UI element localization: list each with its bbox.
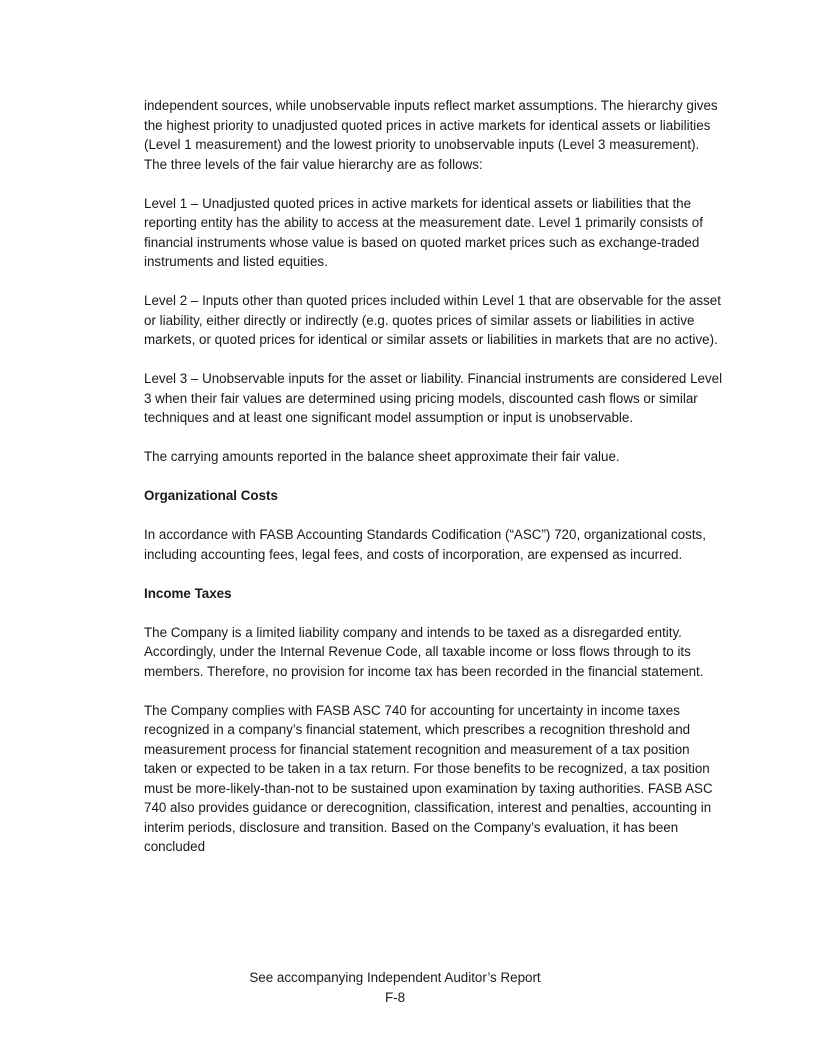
level-3-paragraph: Level 3 – Unobservable inputs for the asset or liability. Financial instruments are considered Level 3 when their fair values are determined using pricing models, discounted cash flows or similar techniques and at least one significant model assumption or input is unobservable. [144, 371, 723, 425]
document-body [144, 96, 724, 876]
income-taxes-heading: Income Taxes [144, 585, 232, 601]
page-number: F-8 [384, 989, 406, 1005]
footer-note: See accompanying Independent Auditor’s Report [249, 970, 541, 985]
income-taxes-paragraph-1: The Company is a limited liability company and intends to be taxed as a disregarded entity. Accordingly, under the Internal Revenue Code, all taxable income or loss flows through to its members. Therefore, no provision for income tax has been recorded in the financial statement. [144, 624, 704, 679]
organizational-costs-paragraph: In accordance with FASB Accounting Standards Codification (“ASC”) 720, organizational costs, including accounting fees, legal fees, and costs of incorporation, are expensed as incurred. [144, 527, 706, 562]
page-footer [0, 968, 790, 1007]
carrying-amounts-paragraph: The carrying amounts reported in the balance sheet approximate their fair value. [144, 449, 620, 464]
income-taxes-paragraph-2: The Company complies with FASB ASC 740 for accounting for uncertainty in income taxes recognized in a company’s financial statement, which prescribes a recognition threshold and measurement process for financial statement recognition and measurement of a tax position taken or expected to be taken in a tax return. For those benefits to be recognized, a tax position must be more-likely-than-not to be sustained upon examination by taxing authorities. FASB ASC 740 also provides guidance or derecognition, classification, interest and penalties, accounting in interim periods, disclosure and transition. Based on the Company’s evaluation, it has been concluded [144, 702, 713, 854]
level-1-paragraph: Level 1 – Unadjusted quoted prices in active markets for identical assets or liabilities that the reporting entity has the ability to access at the measurement date. Level 1 primarily consists of financial instruments whose value is based on quoted market prices such as exchange-traded instruments and listed equities. [144, 195, 703, 269]
fair-value-hierarchy-paragraph: independent sources, while unobservable inputs reflect market assumptions. The hierarchy gives the highest priority to unadjusted quoted prices in active markets for identical assets or liabilities (Level 1 measurement) and the lowest priority to unobservable inputs (Level 3 measurement). The three levels of the fair value hierarchy are as follows: [144, 98, 718, 172]
level-2-paragraph: Level 2 – Inputs other than quoted prices included within Level 1 that are observable for the asset or liability, either directly or indirectly (e.g. quotes prices of similar assets or liabilities in active markets, or quoted prices for identical or similar assets or liabilities in markets that are no active). [144, 293, 721, 347]
organizational-costs-heading: Organizational Costs [144, 488, 278, 503]
